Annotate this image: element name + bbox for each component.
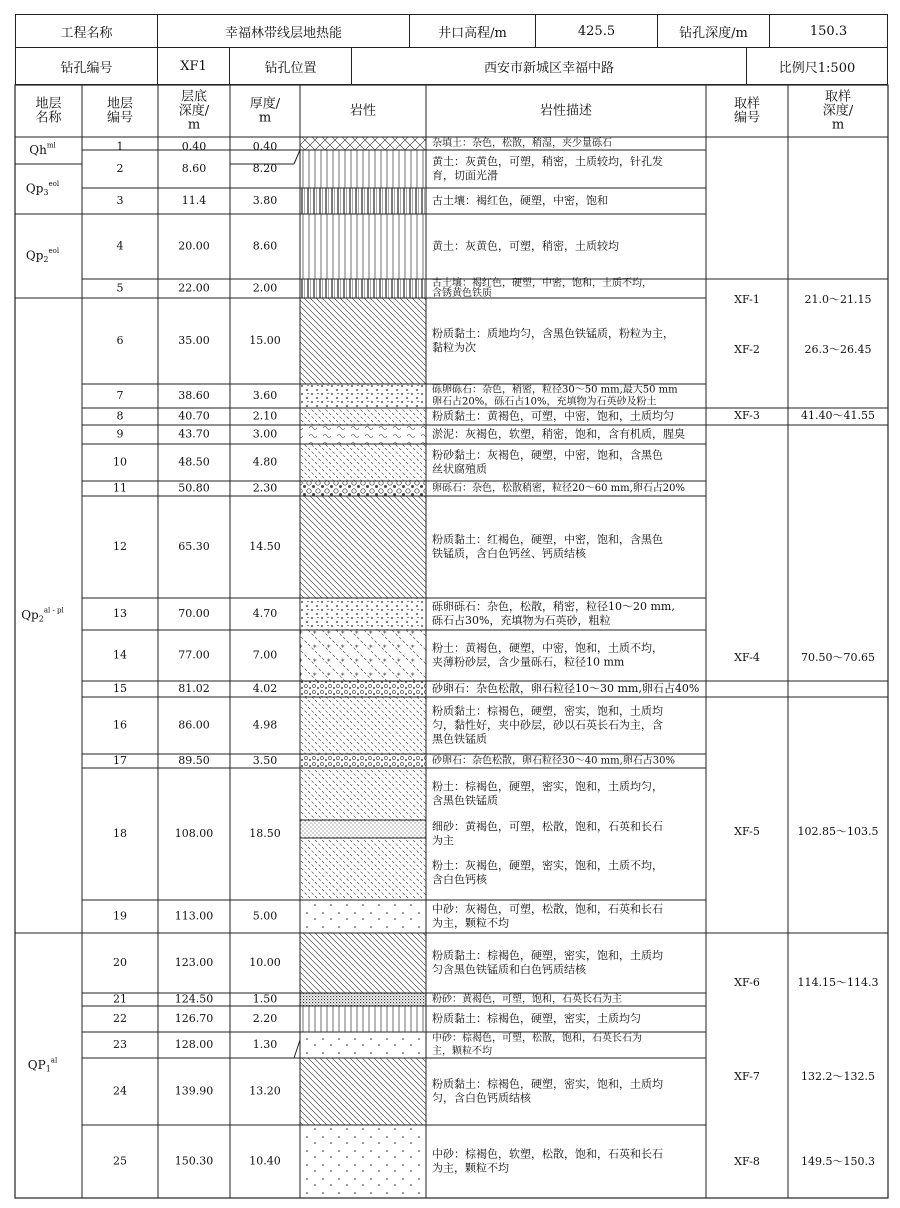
- layer-no: 11: [113, 481, 127, 495]
- lithology-fill-9: [300, 425, 426, 444]
- layer-no: 18: [113, 827, 127, 840]
- lithology-fill-18c: [300, 838, 426, 900]
- layer-no: 3: [116, 194, 124, 207]
- col-bottom-depth: m: [187, 117, 201, 133]
- hole-label: 钻孔编号: [15, 47, 158, 85]
- sample-depth: 21.0～21.15: [804, 293, 872, 306]
- col-sample-depth: 取样: [824, 89, 852, 105]
- layer-thickness: 2.00: [252, 281, 278, 295]
- layer-depth: 139.90: [174, 1084, 214, 1098]
- layer-no: 12: [113, 540, 127, 553]
- layer-description: 粉质黏土：棕褐色，硬塑，密实，饱和，土质均: [432, 704, 663, 718]
- sample-id: XF-5: [734, 825, 760, 838]
- layer-description: 为主，颗粒不均: [432, 1161, 509, 1175]
- layer-depth: 113.00: [174, 909, 214, 923]
- lithology-fill-8: [300, 408, 426, 425]
- layer-description: 粉质黏土：红褐色，硬塑，中密，饱和，含黑色: [432, 533, 663, 546]
- layer-no: 2: [116, 162, 124, 175]
- layer-depth: 86.00: [178, 718, 210, 732]
- sample-id: XF-8: [734, 1155, 760, 1168]
- sample-depth: 132.2～132.5: [801, 1070, 875, 1083]
- lithology-fill-14: [300, 630, 426, 681]
- layer-no: 22: [113, 1012, 127, 1025]
- layer-thickness: 4.80: [252, 455, 278, 469]
- layer-description: 粉质黏土：质地均匀，含黑色铁锰质，粉粒为主，: [432, 327, 674, 340]
- lithology-fill-15: [300, 681, 426, 697]
- layer-thickness: 5.00: [252, 909, 278, 923]
- layer-no: 24: [113, 1084, 127, 1098]
- layer-no: 8: [116, 409, 124, 423]
- layer-depth: 11.4: [181, 194, 207, 207]
- project-label: 工程名称: [15, 14, 158, 48]
- lithology-fill-5: [300, 279, 426, 298]
- layer-no: 5: [116, 281, 124, 295]
- lithology-fill-10: [300, 444, 426, 481]
- layer-description: 粉砂黏土：灰褐色，硬塑，中密，饱和，含黑色: [432, 448, 663, 462]
- lithology-fill-18a: [300, 768, 426, 820]
- layer-thickness: 2.10: [252, 409, 278, 423]
- layer-description: 匀，含白色钙质结核: [432, 1091, 531, 1105]
- layer-thickness: 13.20: [249, 1084, 281, 1098]
- layer-thickness: 15.00: [249, 334, 281, 347]
- layer-thickness: 18.50: [249, 827, 281, 840]
- layer-description: 为主: [432, 834, 454, 847]
- layer-description: 粉质黏土：棕褐色，硬塑，密实，饱和，土质均: [432, 1077, 663, 1091]
- col-sample-depth: 深度/: [822, 103, 854, 119]
- col-sample-no: 取样: [733, 96, 761, 112]
- layer-depth: 126.70: [174, 1012, 214, 1025]
- layer-no: 10: [113, 455, 127, 469]
- layer-description: 粉质黏土：棕褐色，硬塑，密实，土质均匀: [432, 1012, 641, 1025]
- layer-description: 匀含黑色铁锰质和白色钙质结核: [432, 963, 586, 976]
- layer-description: 卵石占20%，砾石占10%，充填物为石英砂及粉土: [432, 396, 657, 408]
- layer-description: 淤泥：灰褐色，软塑，稍密，饱和，含有机质，腥臭: [432, 427, 685, 441]
- col-bottom-depth: 深度/: [178, 103, 210, 119]
- lithology-fill-13: [300, 598, 426, 630]
- layer-no: 7: [116, 389, 124, 402]
- col-thickness: m: [258, 110, 272, 126]
- lithology-fill-1: [300, 137, 426, 150]
- layer-description: 铁锰质，含白色钙丝、钙质结核: [432, 547, 586, 560]
- layer-depth: 50.80: [178, 481, 210, 495]
- layer-thickness: 7.00: [252, 648, 278, 662]
- lithology-fill-22: [300, 1006, 426, 1032]
- layer-thickness: 2.20: [252, 1012, 278, 1025]
- layer-thickness: 8.20: [252, 162, 278, 175]
- layer-no: 17: [113, 754, 127, 767]
- layer-depth: 65.30: [178, 540, 210, 553]
- layer-no: 1: [116, 140, 124, 153]
- depth-value: 150.3: [769, 14, 888, 48]
- lithology-fill-16: [300, 697, 426, 754]
- layer-no: 21: [113, 992, 127, 1006]
- layer-description: 杂填土：杂色，松散，稍湿，夹少量砾石: [432, 138, 612, 149]
- col-lithology: 岩性: [349, 103, 377, 119]
- location-value: 西安市新城区幸福中路: [351, 47, 747, 85]
- layer-thickness: 3.80: [252, 194, 278, 207]
- lithology-fill-17: [300, 754, 426, 768]
- lithology-fill-19: [300, 900, 426, 933]
- layer-thickness: 1.30: [252, 1038, 278, 1051]
- stratum-name: $QP_1^{al}$: [27, 1056, 58, 1074]
- layer-no: 4: [116, 239, 124, 253]
- layer-no: 23: [113, 1038, 127, 1051]
- lithology-fill-24: [300, 1058, 426, 1125]
- layer-thickness: 4.02: [252, 682, 278, 695]
- sample-id: XF-3: [734, 409, 760, 422]
- sample-depth: 70.50～70.65: [801, 651, 875, 664]
- layer-depth: 124.50: [174, 992, 214, 1006]
- layer-no: 13: [113, 607, 127, 620]
- col-sample-no: 编号: [733, 110, 761, 126]
- layer-description: 砾石占30%，充填物为石英砂，粗粒: [432, 614, 611, 627]
- layer-description: 匀，黏性好，夹中砂层，砂以石英长石为主，含: [432, 718, 663, 732]
- sample-depth: 114.15～114.3: [797, 976, 879, 989]
- layer-description: 古土壤：褐红色，硬塑，中密，饱和，土质不均，: [432, 278, 652, 289]
- layer-thickness: 14.50: [249, 540, 281, 553]
- lithology-fill-3: [300, 188, 426, 214]
- layer-description: 育，切面光滑: [432, 169, 498, 182]
- layer-description: 主，颗粒不均: [432, 1046, 492, 1057]
- layer-description: 中砂：棕褐色，可塑，松散，饱和，石英长石为: [432, 1033, 642, 1044]
- layer-description: 粉土：灰褐色，硬塑，密实，饱和，土质不均，: [432, 859, 663, 872]
- scale-label: 比例尺1:500: [746, 47, 888, 85]
- sample-depth: 149.5～150.3: [801, 1155, 875, 1168]
- layer-depth: 35.00: [178, 334, 210, 347]
- layer-thickness: 4.98: [252, 718, 278, 732]
- col-stratum-no: 编号: [106, 110, 134, 126]
- col-description: 岩性描述: [539, 103, 593, 119]
- sample-depth: 26.3～26.45: [804, 343, 872, 356]
- stratum-name: $Qp_2^{al - pl}$: [21, 606, 64, 624]
- layer-thickness: 8.60: [252, 239, 278, 253]
- layer-depth: 8.60: [181, 162, 207, 175]
- layer-thickness: 1.50: [252, 992, 278, 1006]
- sample-id: XF-1: [734, 293, 760, 306]
- layer-description: 粉质黏土：棕褐色，硬塑，密实，饱和，土质均: [432, 949, 663, 962]
- lithology-fill-21: [300, 993, 426, 1006]
- layer-description: 粉土：棕褐色，硬塑，密实，饱和，土质均匀，: [432, 780, 663, 793]
- sample-id: XF-2: [734, 343, 760, 356]
- lithology-fill-6: [300, 298, 426, 384]
- layer-description: 粉砂：黄褐色，可塑，饱和，石英长石为主: [432, 994, 622, 1005]
- layer-description: 砂卵石：杂色松散，卵石粒径30～40 mm,卵石占30%: [432, 755, 675, 767]
- stratum-name: $Qp_2^{eol}$: [25, 247, 60, 264]
- layer-depth: 70.00: [178, 607, 210, 620]
- lithology-fill-23: [300, 1032, 426, 1058]
- layer-no: 20: [113, 956, 127, 969]
- col-thickness: 厚度/: [249, 96, 281, 112]
- layer-depth: 77.00: [178, 648, 210, 662]
- layer-thickness: 10.40: [249, 1154, 281, 1168]
- stratum-name: $Qh^{ml}$: [29, 141, 56, 157]
- layer-description: 黑色铁锰质: [432, 732, 487, 746]
- layer-description: 黏粒为次: [432, 341, 476, 354]
- elevation-label: 井口高程/m: [409, 14, 536, 48]
- stratum-name: $Qp_3^{eol}$: [25, 180, 60, 197]
- lithology-fill-20: [300, 933, 426, 993]
- layer-thickness: 3.50: [252, 754, 278, 767]
- layer-description: 粉土：黄褐色，硬塑，中密，饱和，土质不均，: [432, 641, 663, 655]
- location-label: 钻孔位置: [229, 47, 352, 85]
- layer-description: 夹薄粉砂层，含少量砾石，粒径10 mm: [432, 655, 625, 669]
- col-sample-depth: m: [831, 117, 845, 133]
- sample-id: XF-4: [734, 651, 760, 664]
- layer-description: 含黑色铁锰质: [432, 794, 498, 807]
- layer-depth: 108.00: [174, 827, 214, 840]
- layer-depth: 128.00: [174, 1038, 214, 1051]
- col-bottom-depth: 层底: [180, 89, 208, 105]
- layer-thickness: 0.40: [252, 140, 278, 153]
- layer-depth: 150.30: [174, 1154, 214, 1168]
- layer-description: 黄土：灰黄色，可塑，稍密，土质较均: [432, 239, 619, 253]
- sample-depth: 102.85～103.5: [797, 825, 879, 838]
- layer-thickness: 3.60: [252, 389, 278, 402]
- layer-description: 为主，颗粒不均: [432, 916, 509, 930]
- layer-depth: 0.40: [181, 140, 207, 153]
- connector: [294, 150, 300, 164]
- layer-description: 卵砾石：杂色，松散稍密，粒径20～60 mm,卵石占20%: [432, 483, 685, 494]
- lithology-fill-4: [300, 214, 426, 279]
- sample-id: XF-6: [734, 976, 760, 989]
- layer-no: 14: [113, 648, 127, 662]
- elevation-value: 425.5: [535, 14, 658, 48]
- layer-description: 砾卵砾石：杂色，稍密，粒径30～50 mm,最大50 mm: [432, 384, 678, 396]
- layer-depth: 20.00: [178, 239, 210, 253]
- lithology-fill-12: [300, 496, 426, 598]
- layer-description: 砾卵砾石：杂色，松散，稍密，粒径10～20 mm,: [432, 600, 675, 613]
- layer-thickness: 10.00: [249, 956, 281, 969]
- col-stratum-name: 地层: [35, 96, 62, 112]
- sample-id: XF-7: [734, 1070, 760, 1083]
- col-stratum-no: 地层: [106, 96, 134, 112]
- lithology-fill-2: [300, 150, 426, 188]
- layer-no: 9: [116, 427, 124, 441]
- layer-depth: 43.70: [178, 427, 210, 441]
- lithology-fill-7: [300, 384, 426, 408]
- col-stratum-name: 名称: [35, 110, 62, 126]
- layer-description: 粉质黏土：黄褐色，可塑，中密，饱和，土质均匀: [432, 409, 674, 423]
- layer-depth: 89.50: [178, 754, 210, 767]
- layer-no: 16: [113, 718, 127, 732]
- layer-depth: 81.02: [178, 682, 210, 695]
- project-name: 幸福林带线层地热能: [157, 14, 410, 48]
- connector: [294, 1040, 300, 1058]
- layer-description: 细砂：黄褐色，可塑，松散，饱和，石英和长石: [432, 820, 663, 833]
- layer-description: 黄土：灰黄色，可塑，稍密，土质较均，针孔发: [432, 155, 663, 168]
- layer-description: 古土壤：褐红色，硬塑，中密，饱和: [432, 194, 608, 207]
- layer-thickness: 2.30: [252, 481, 278, 495]
- layer-thickness: 3.00: [252, 427, 278, 441]
- hole-value: XF1: [157, 47, 230, 85]
- layer-depth: 40.70: [178, 409, 210, 423]
- sample-depth: 41.40～41.55: [801, 409, 875, 422]
- layer-description: 中砂：灰褐色，可塑，松散，饱和，石英和长石: [432, 902, 663, 916]
- lithology-fill-25: [300, 1125, 426, 1198]
- layer-description: 丝状腐殖质: [432, 462, 487, 476]
- layer-description: 含锈黄色铁质: [432, 288, 492, 299]
- layer-no: 6: [116, 334, 124, 347]
- lithology-fill-18b: [300, 820, 426, 838]
- layer-description: 含白色钙核: [432, 873, 487, 886]
- layer-depth: 22.00: [178, 281, 210, 295]
- layer-depth: 38.60: [178, 389, 210, 402]
- lithology-fill-11: [300, 481, 426, 496]
- layer-thickness: 4.70: [252, 607, 278, 620]
- layer-depth: 123.00: [174, 956, 214, 969]
- depth-label: 钻孔深度/m: [657, 14, 770, 48]
- layer-description: 砂卵石：杂色松散，卵石粒径10～30 mm,卵石占40%: [432, 682, 700, 695]
- layer-description: 中砂：棕褐色，软塑，松散，饱和，石英和长石: [432, 1147, 663, 1161]
- layer-depth: 48.50: [178, 455, 210, 469]
- layer-no: 15: [113, 682, 127, 695]
- layer-no: 25: [113, 1154, 127, 1168]
- layer-no: 19: [113, 909, 127, 923]
